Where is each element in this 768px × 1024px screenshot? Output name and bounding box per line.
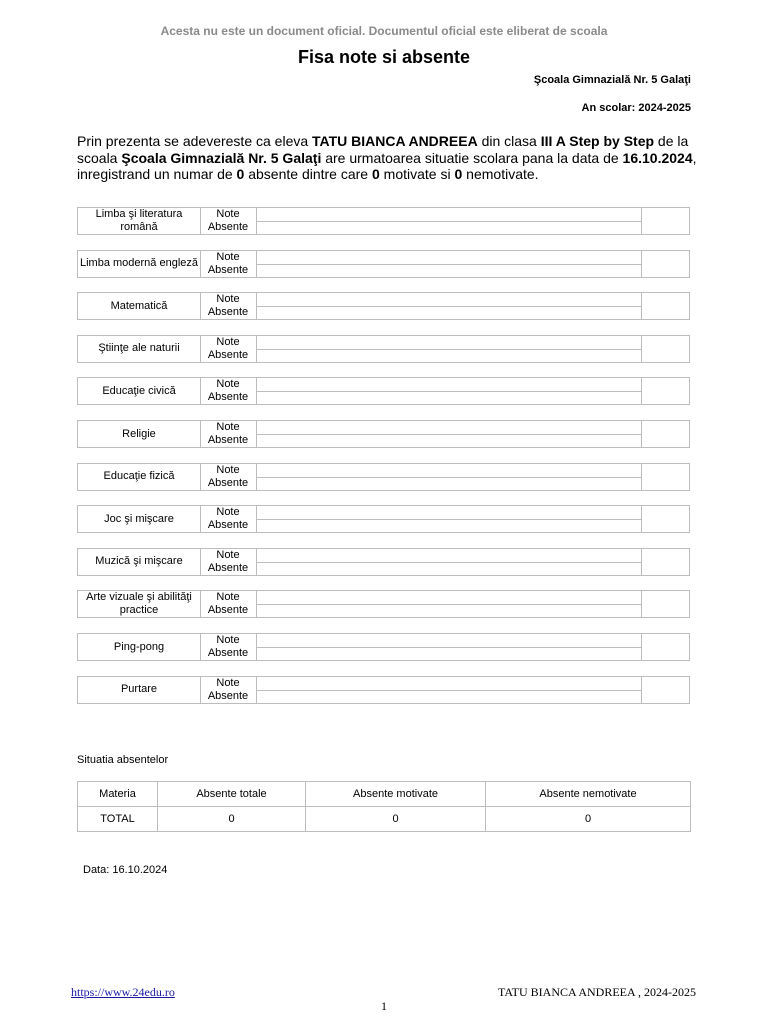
subject-row (77, 250, 690, 278)
absences-header-row (78, 782, 691, 807)
subject-row (77, 463, 690, 491)
note-label: Note (200, 251, 257, 264)
subject-name: Muzică şi mişcare (78, 549, 201, 575)
intro-paragraph (77, 133, 697, 183)
intro-text: are urmatoarea situatie scolara pana la data de (321, 149, 623, 166)
subject-name: Educaţie civică (78, 378, 201, 404)
absences-section-title: Situatia absentelor (77, 754, 169, 766)
grid-divider (641, 464, 642, 490)
intro-total-absences: 0 (236, 166, 245, 182)
subject-name: Educaţie fizică (78, 464, 201, 490)
subject-row (77, 676, 690, 704)
intro-unmotivated: 0 (454, 166, 463, 182)
subject-name: Matematică (78, 293, 201, 319)
grid-divider (641, 677, 642, 703)
grid-divider (641, 208, 642, 234)
intro-text: de la scoala (77, 133, 689, 166)
header-cell: Materia (78, 782, 158, 807)
note-label: Note (200, 208, 257, 221)
grid-divider (256, 604, 641, 605)
subject-row (77, 633, 690, 661)
note-label: Note (200, 421, 257, 434)
grid-divider (256, 264, 641, 265)
absente-label: Absente (200, 221, 257, 234)
subject-row (77, 590, 690, 618)
note-label: Note (200, 677, 257, 690)
grid-divider (256, 647, 641, 648)
subject-row (77, 335, 690, 363)
grid-divider (641, 506, 642, 532)
subject-row (77, 292, 690, 320)
subject-name: Religie (78, 421, 201, 447)
subject-name: Joc şi mişcare (78, 506, 201, 532)
note-label: Note (200, 293, 257, 306)
absente-label: Absente (200, 604, 257, 617)
grid-divider (256, 349, 641, 350)
intro-text: Prin prezenta se adevereste ca eleva (77, 133, 313, 149)
student-name: TATU BIANCA ANDREEA (312, 133, 478, 149)
header-cell: Absente motivate (306, 782, 486, 807)
grid-divider (641, 336, 642, 362)
grid-divider (256, 391, 641, 392)
absente-label: Absente (200, 477, 257, 490)
absente-label: Absente (200, 434, 257, 447)
intro-text: motivate si (379, 166, 455, 182)
grid-divider (256, 690, 641, 691)
absente-label: Absente (200, 306, 257, 319)
subject-row (77, 207, 690, 235)
grid-divider (641, 293, 642, 319)
intro-text: , inregistrand un numar de (77, 149, 697, 182)
subject-row (77, 505, 690, 533)
table-cell: 0 (486, 807, 691, 832)
grid-divider (641, 634, 642, 660)
intro-school: Şcoala Gimnazială Nr. 5 Galaţi (121, 149, 322, 166)
grid-divider (641, 251, 642, 277)
note-label: Note (200, 634, 257, 647)
subject-row (77, 420, 690, 448)
grid-divider (256, 434, 641, 435)
note-label: Note (200, 464, 257, 477)
disclaimer-text: Acesta nu este un document oficial. Documentul oficial este eliberat de scoala (160, 24, 608, 38)
note-label: Note (200, 378, 257, 391)
page-title: Fisa note si absente (297, 47, 471, 67)
absente-label: Absente (200, 562, 257, 575)
note-label: Note (200, 549, 257, 562)
grid-divider (641, 591, 642, 617)
subject-name: Limba şi literatura română (78, 208, 201, 234)
header-cell: Absente totale (158, 782, 306, 807)
intro-text: absente dintre care (244, 166, 372, 182)
grid-divider (256, 221, 641, 222)
grid-divider (256, 306, 641, 307)
table-cell: 0 (306, 807, 486, 832)
table-cell: 0 (158, 807, 306, 832)
class-name: III A Step by Step (540, 133, 655, 149)
note-label: Note (200, 336, 257, 349)
footer-student-name: TATU BIANCA ANDREEA , 2024-2025 (497, 985, 696, 999)
intro-text: nemotivate. (462, 166, 539, 182)
grid-divider (256, 477, 641, 478)
subject-row (77, 548, 690, 576)
note-label: Note (200, 591, 257, 604)
subject-name: Arte vizuale şi abilităţi practice (78, 591, 201, 617)
intro-date: 16.10.2024 (622, 149, 693, 166)
absente-label: Absente (200, 647, 257, 660)
subject-row (77, 377, 690, 405)
absences-total-row (78, 807, 691, 832)
absente-label: Absente (200, 391, 257, 404)
subject-name: Ping-pong (78, 634, 201, 660)
absente-label: Absente (200, 349, 257, 362)
grid-divider (256, 519, 641, 520)
grid-divider (641, 421, 642, 447)
absente-label: Absente (200, 519, 257, 532)
school-year: An scolar: 2024-2025 (581, 102, 691, 114)
subject-name: Purtare (78, 677, 201, 703)
subject-name: Ştiinţe ale naturii (78, 336, 201, 362)
absences-table (77, 781, 691, 832)
table-cell: TOTAL (78, 807, 158, 832)
absente-label: Absente (200, 264, 257, 277)
subject-name: Limba modernă engleză (78, 251, 201, 277)
note-label: Note (200, 506, 257, 519)
page-number: 1 (381, 999, 387, 1013)
intro-motivated: 0 (371, 166, 380, 182)
grid-divider (641, 549, 642, 575)
header-cell: Absente nemotivate (486, 782, 691, 807)
absente-label: Absente (200, 690, 257, 703)
intro-text: din clasa (477, 133, 541, 149)
footer-link[interactable]: https://www.24edu.ro (71, 985, 175, 999)
school-name: Şcoala Gimnazială Nr. 5 Galaţi (533, 74, 691, 86)
grid-divider (641, 378, 642, 404)
document-date: Data: 16.10.2024 (83, 864, 168, 876)
grid-divider (256, 562, 641, 563)
